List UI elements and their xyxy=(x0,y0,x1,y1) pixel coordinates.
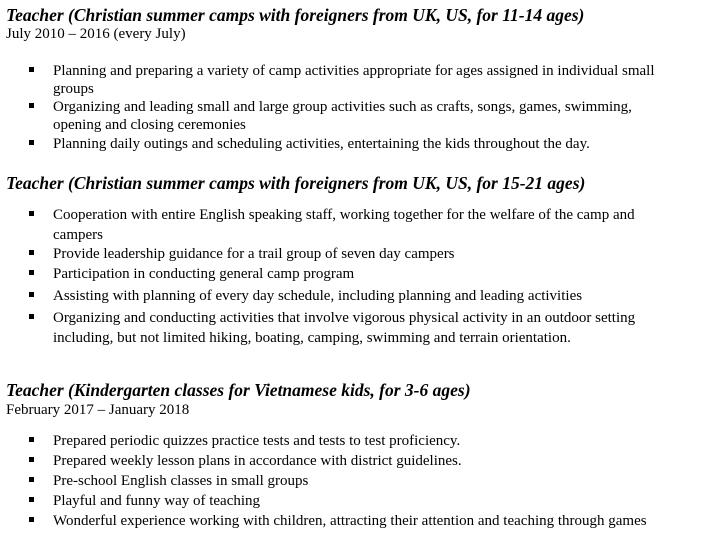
job-title: Teacher (Kindergarten classes for Vietnamese kids, for 3-6 ages) xyxy=(6,380,471,400)
bullet-icon xyxy=(29,437,34,442)
bullet-icon xyxy=(29,67,34,72)
bullet-icon xyxy=(29,517,34,522)
job-date: February 2017 – January 2018 xyxy=(6,402,190,418)
bullet-icon xyxy=(29,292,34,297)
list-item-text: Prepared periodic quizzes practice tests and tests to test proficiency. xyxy=(53,433,461,449)
bullet-icon xyxy=(29,314,34,319)
bullet-icon xyxy=(29,103,34,108)
job-title: Teacher (Christian summer camps with foreigners from UK, US, for 15-21 ages) xyxy=(6,173,586,193)
list-item-text: Playful and funny way of teaching xyxy=(53,493,261,509)
bullet-icon xyxy=(29,270,34,275)
list-item-text: groups xyxy=(53,81,94,97)
list-item-text: Cooperation with entire English speaking staff, working together for the welfare of the camp and xyxy=(53,207,635,223)
bullet-icon xyxy=(29,477,34,482)
list-item-text: Pre-school English classes in small groups xyxy=(53,473,309,489)
list-item-text: Organizing and leading small and large group activities such as crafts, songs, games, swimming, xyxy=(53,99,632,115)
job-date: July 2010 – 2016 (every July) xyxy=(6,26,186,42)
job-title: Teacher (Christian summer camps with foreigners from UK, US, for 11-14 ages) xyxy=(6,5,585,25)
bullet-icon xyxy=(29,250,34,255)
list-item-text: Organizing and conducting activities that involve vigorous physical activity in an outdoor setting xyxy=(53,310,636,326)
list-item-text: Assisting with planning of every day schedule, including planning and leading activities xyxy=(53,288,583,304)
list-item-text: opening and closing ceremonies xyxy=(53,117,246,133)
list-item-text: campers xyxy=(53,227,103,243)
list-item-text: Wonderful experience working with children, attracting their attention and teaching through games xyxy=(53,513,647,529)
list-item-text: Prepared weekly lesson plans in accordance with district guidelines. xyxy=(53,453,462,469)
list-item-text: Planning and preparing a variety of camp activities appropriate for ages assigned in individual small xyxy=(53,63,655,79)
bullet-icon xyxy=(29,140,34,145)
bullet-icon xyxy=(29,497,34,502)
list-item-text: Participation in conducting general camp program xyxy=(53,266,355,282)
bullet-icon xyxy=(29,457,34,462)
list-item-text: including, but not limited hiking, boating, camping, swimming and terrain orientation. xyxy=(53,330,571,346)
list-item-text: Provide leadership guidance for a trail group of seven day campers xyxy=(53,246,455,262)
bullet-icon xyxy=(29,211,34,216)
list-item-text: Planning daily outings and scheduling activities, entertaining the kids throughout the day. xyxy=(53,136,590,152)
